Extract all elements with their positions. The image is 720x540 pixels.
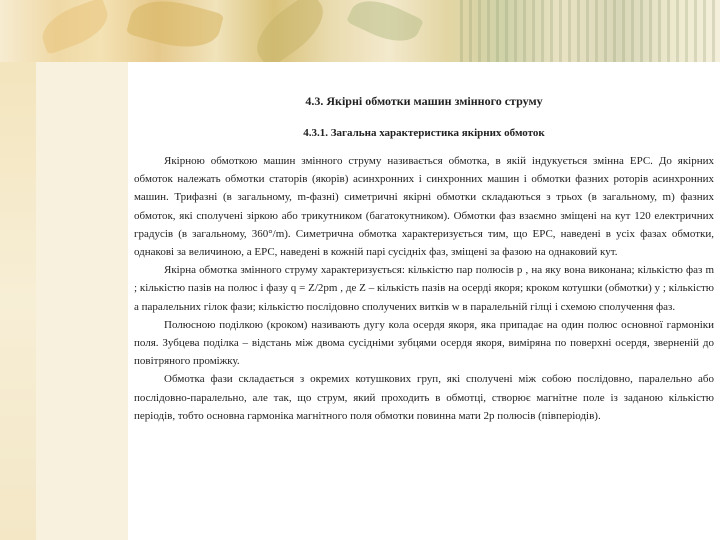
stripe-decoration: [460, 0, 720, 62]
left-margin-strip: [36, 62, 128, 540]
paragraph: Обмотка фази складається з окремих котушкових груп, які сполучені між собою послідовно, паралельно або послідовно-паралельно, але так, що струм, який проходить в обмотці, створює магнітне поле із заданою кількістю періодів, тобто основна гармоніка магнітного поля обмотки повинна мати 2p полюсів (півперіодів).: [134, 373, 714, 422]
page-title: 4.3. Якірні обмотки машин змінного струму: [305, 94, 543, 108]
leaf-decoration: [346, 0, 424, 51]
document-content: [134, 94, 714, 425]
leaf-decoration: [246, 0, 334, 69]
leaf-decoration: [126, 0, 224, 57]
document-page: [128, 62, 720, 540]
paragraph: Якірною обмоткою машин змінного струму називається обмотка, в якій індукується змінна ЕРС. До якірних обмоток належать обмотки статорів (якорів) асинхронних і синхронних машин і обмотки фазних роторів асинхронних машин. Трифазні (в загальному, m-фазні) симетричні якірні обмотки складаються з трьох (в загальному, m) фазних обмоток, які сполучені зіркою або трикутником (багатокутником). Обмотки фаз взаємно зміщені на кут 120 електричних градусів (в загальному, 360°/m). Симетрична обмотка характеризується тим, що ЕРС, наведені в усіх фазах обмотки, однакові за величиною, а ЕРС, наведені в кожній парі сусідніх фаз, зміщені за фазою на однаковий кут.: [134, 155, 714, 259]
leaf-decoration: [36, 0, 114, 55]
section-subtitle: 4.3.1. Загальна характеристика якірних обмоток: [303, 127, 545, 139]
decorative-banner: [0, 0, 720, 62]
paragraph: Якірна обмотка змінного струму характеризується: кількістю пар полюсів р , на яку вона виконана; кількістю фаз m ; кількістю пазів на полюс і фазу q = Z/2pm , де Z – кількість пазів на осерді якоря; кроком котушки (обмотки) у ; кількістю a паралельних гілок фази; кількістю послідовно сполучених витків w в паралельній гілці і схемою сполучення фаз.: [134, 264, 714, 313]
left-decoration: [0, 62, 36, 540]
paragraph: Полюсною поділкою (кроком) називають дугу кола осердя якоря, яка припадає на один полюс основної гармоніки поля. Зубцева поділка – відстань між двома сусідніми зубцями осердя якоря, виміряна по поверхні осердя, зверненій до повітряного проміжку.: [134, 318, 714, 368]
